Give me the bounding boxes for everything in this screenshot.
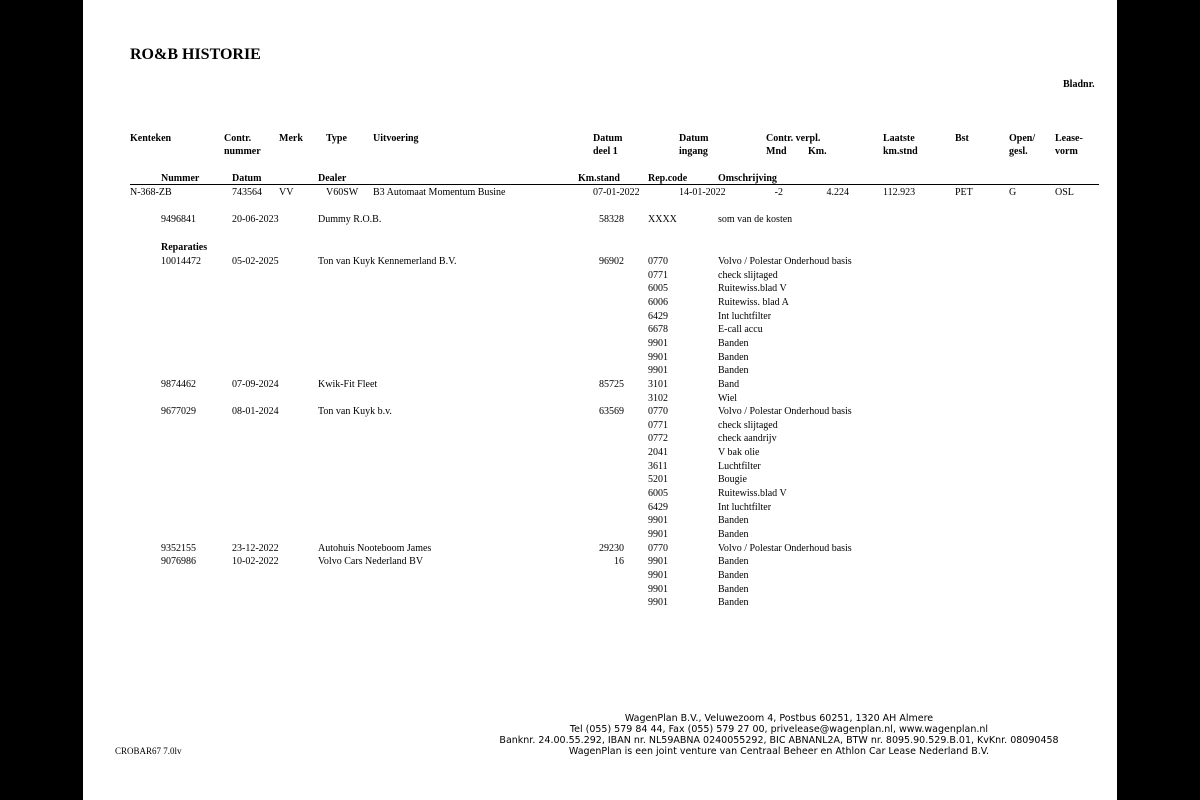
repair-code: 9901 — [648, 351, 668, 363]
repair-omschrijving: Int luchtfilter — [718, 501, 772, 513]
repair-omschrijving: Banden — [718, 556, 749, 568]
dummy-omschrijving: som van de kosten — [718, 214, 793, 225]
repair-omschrijving: check slijtaged — [718, 269, 778, 281]
repair-code: 6678 — [648, 324, 668, 336]
vehicle-uitvoering: B3 Automaat Momentum Busine — [373, 187, 506, 198]
footer-line2: Tel (055) 579 84 44, Fax (055) 579 27 00, privelease@wagenplan.nl, www.wagenplan.nl — [569, 724, 989, 735]
repair-datum: 10-02-2022 — [232, 556, 279, 568]
vehicle-type: V60SW — [326, 187, 359, 198]
header-datum2: Datum — [679, 133, 709, 144]
repair-code: 0771 — [648, 419, 668, 431]
repair-code: 3611 — [648, 460, 668, 472]
vehicle-datum-deel1: 07-01-2022 — [593, 187, 640, 198]
repair-code: 3102 — [648, 392, 668, 404]
repair-nummer: 9874462 — [161, 378, 196, 390]
repair-code: 6429 — [648, 310, 668, 322]
header-merk: Merk — [279, 133, 303, 144]
repair-omschrijving: Band — [718, 378, 740, 390]
repair-km: 63569 — [599, 406, 624, 418]
repair-omschrijving: Volvo / Polestar Onderhoud basis — [718, 256, 852, 267]
repair-datum: 07-09-2024 — [232, 378, 279, 390]
footer-line1: WagenPlan B.V., Veluwezoom 4, Postbus 60251, 1320 AH Almere — [624, 713, 934, 724]
repair-code: 6005 — [648, 488, 668, 500]
repair-code: 6005 — [648, 283, 668, 295]
subheader-dealer: Dealer — [318, 173, 347, 184]
repair-omschrijving: Wiel — [718, 392, 738, 404]
repair-km: 85725 — [599, 378, 624, 390]
repair-code: 3101 — [648, 378, 668, 390]
form-code: CROBAR67 7.0lv — [115, 746, 182, 756]
dummy-datum: 20-06-2023 — [232, 214, 279, 225]
repair-code: 9901 — [648, 569, 668, 581]
repair-code: 0770 — [648, 406, 668, 418]
header-mnd: Mnd — [766, 146, 787, 157]
repair-code: 9901 — [648, 597, 668, 609]
footer-line3: Banknr. 24.00.55.292, IBAN nr. NL59ABNA 0240055292, BIC ABNANL2A, BTW nr. 8095.90.529.B.01, KvKnr. 08090458 — [499, 735, 1059, 746]
vehicle-bst: PET — [955, 187, 973, 198]
repair-datum: 23-12-2022 — [232, 542, 279, 554]
repair-omschrijving: Banden — [718, 597, 749, 609]
repair-omschrijving: Ruitewiss. blad A — [718, 296, 789, 308]
header-vorm: vorm — [1055, 146, 1078, 157]
repair-code: 9901 — [648, 529, 668, 540]
repair-omschrijving: Ruitewiss.blad V — [718, 283, 787, 295]
vehicle-merk: VV — [279, 187, 294, 198]
repair-dealer: Ton van Kuyk Kennemerland B.V. — [318, 256, 457, 267]
repair-omschrijving: V bak olie — [718, 447, 760, 459]
header-gesl: gesl. — [1009, 146, 1028, 157]
repair-omschrijving: Luchtfilter — [718, 460, 761, 472]
vehicle-contract: 743564 — [232, 187, 262, 198]
header-kenteken: Kenteken — [130, 133, 172, 144]
subheader-omschrijving: Omschrijving — [718, 173, 777, 184]
subheader-kmstand: Km.stand — [578, 173, 620, 184]
subheader-nummer: Nummer — [161, 173, 200, 184]
header-lease: Lease- — [1055, 133, 1083, 144]
repair-code: 9901 — [648, 515, 668, 527]
repair-omschrijving: Banden — [718, 365, 749, 377]
repair-omschrijving: Bougie — [718, 474, 747, 486]
repair-omschrijving: check slijtaged — [718, 419, 778, 431]
header-laatste: Laatste — [883, 133, 915, 144]
repair-omschrijving: Banden — [718, 583, 749, 595]
repair-code: 9901 — [648, 337, 668, 349]
repair-omschrijving: Int luchtfilter — [718, 310, 772, 322]
dummy-code: XXXX — [648, 214, 677, 225]
repair-nummer: 10014472 — [161, 256, 201, 267]
repair-code: 2041 — [648, 447, 668, 459]
dummy-dealer: Dummy R.O.B. — [318, 214, 382, 225]
repair-dealer: Ton van Kuyk b.v. — [318, 406, 392, 418]
repair-code: 0771 — [648, 269, 668, 281]
repair-omschrijving: Banden — [718, 529, 749, 540]
subheader-repcode: Rep.code — [648, 173, 688, 184]
repair-code: 5201 — [648, 474, 668, 486]
header-open: Open/ — [1009, 133, 1036, 144]
repair-km: 96902 — [599, 256, 624, 267]
header-uitvoering: Uitvoering — [373, 133, 419, 144]
repair-omschrijving: Volvo / Polestar Onderhoud basis — [718, 542, 852, 554]
repair-nummer: 9677029 — [161, 406, 196, 418]
header-deel1: deel 1 — [593, 146, 618, 157]
repair-code: 9901 — [648, 583, 668, 595]
vehicle-km: 4.224 — [826, 187, 849, 198]
repair-dealer: Kwik-Fit Fleet — [318, 378, 378, 390]
repair-nummer: 9352155 — [161, 542, 196, 554]
repair-code: 0770 — [648, 256, 668, 267]
report-page — [83, 0, 1117, 800]
header-contr: Contr. — [224, 133, 252, 144]
repair-code: 9901 — [648, 556, 668, 568]
header-kmstnd: km.stnd — [883, 146, 918, 157]
vehicle-vorm: OSL — [1055, 187, 1074, 198]
repair-omschrijving: E-call accu — [718, 324, 763, 336]
repair-datum: 05-02-2025 — [232, 256, 279, 267]
vehicle-open: G — [1009, 187, 1017, 198]
repair-omschrijving: Banden — [718, 515, 749, 527]
header-type: Type — [326, 133, 347, 144]
repair-omschrijving: Ruitewiss.blad V — [718, 488, 787, 500]
repair-km: 29230 — [599, 542, 624, 554]
repair-datum: 08-01-2024 — [232, 406, 279, 418]
footer-line4: WagenPlan is een joint venture van Centraal Beheer en Athlon Car Lease Nederland B.V. — [568, 746, 990, 757]
header-nummer: nummer — [224, 146, 261, 157]
header-divider — [130, 184, 1099, 185]
repair-nummer: 9076986 — [161, 556, 196, 568]
header-contr-verpl: Contr. verpl. — [766, 133, 821, 144]
header-ingang: ingang — [679, 146, 708, 157]
repair-code: 0770 — [648, 542, 668, 554]
repair-code: 6006 — [648, 296, 668, 308]
repair-km: 16 — [614, 556, 624, 568]
footer — [489, 713, 1069, 757]
repair-omschrijving: Volvo / Polestar Onderhoud basis — [718, 406, 852, 418]
subheader-datum: Datum — [232, 173, 262, 184]
vehicle-mnd: -2 — [774, 187, 783, 198]
repair-omschrijving: check aandrijv — [718, 433, 777, 445]
header-km: Km. — [808, 146, 827, 157]
reparaties-label: Reparaties — [161, 242, 208, 253]
report-title: RO&B HISTORIE — [130, 46, 261, 63]
repair-code: 6429 — [648, 501, 668, 513]
vehicle-kenteken: N-368-ZB — [130, 187, 172, 198]
header-bst: Bst — [955, 133, 969, 144]
vehicle-datum-ingang: 14-01-2022 — [679, 187, 726, 198]
dummy-km: 58328 — [599, 214, 624, 225]
repair-dealer: Volvo Cars Nederland BV — [318, 556, 424, 568]
repair-code: 9901 — [648, 365, 668, 377]
header-datum1: Datum — [593, 133, 623, 144]
page-number-label: Bladnr. — [1063, 79, 1095, 90]
repair-omschrijving: Banden — [718, 569, 749, 581]
repair-omschrijving: Banden — [718, 351, 749, 363]
repair-omschrijving: Banden — [718, 337, 749, 349]
repair-code: 0772 — [648, 433, 668, 445]
vehicle-laatste-km: 112.923 — [883, 187, 916, 198]
repair-dealer: Autohuis Nooteboom James — [318, 542, 432, 554]
dummy-nummer: 9496841 — [161, 214, 196, 225]
